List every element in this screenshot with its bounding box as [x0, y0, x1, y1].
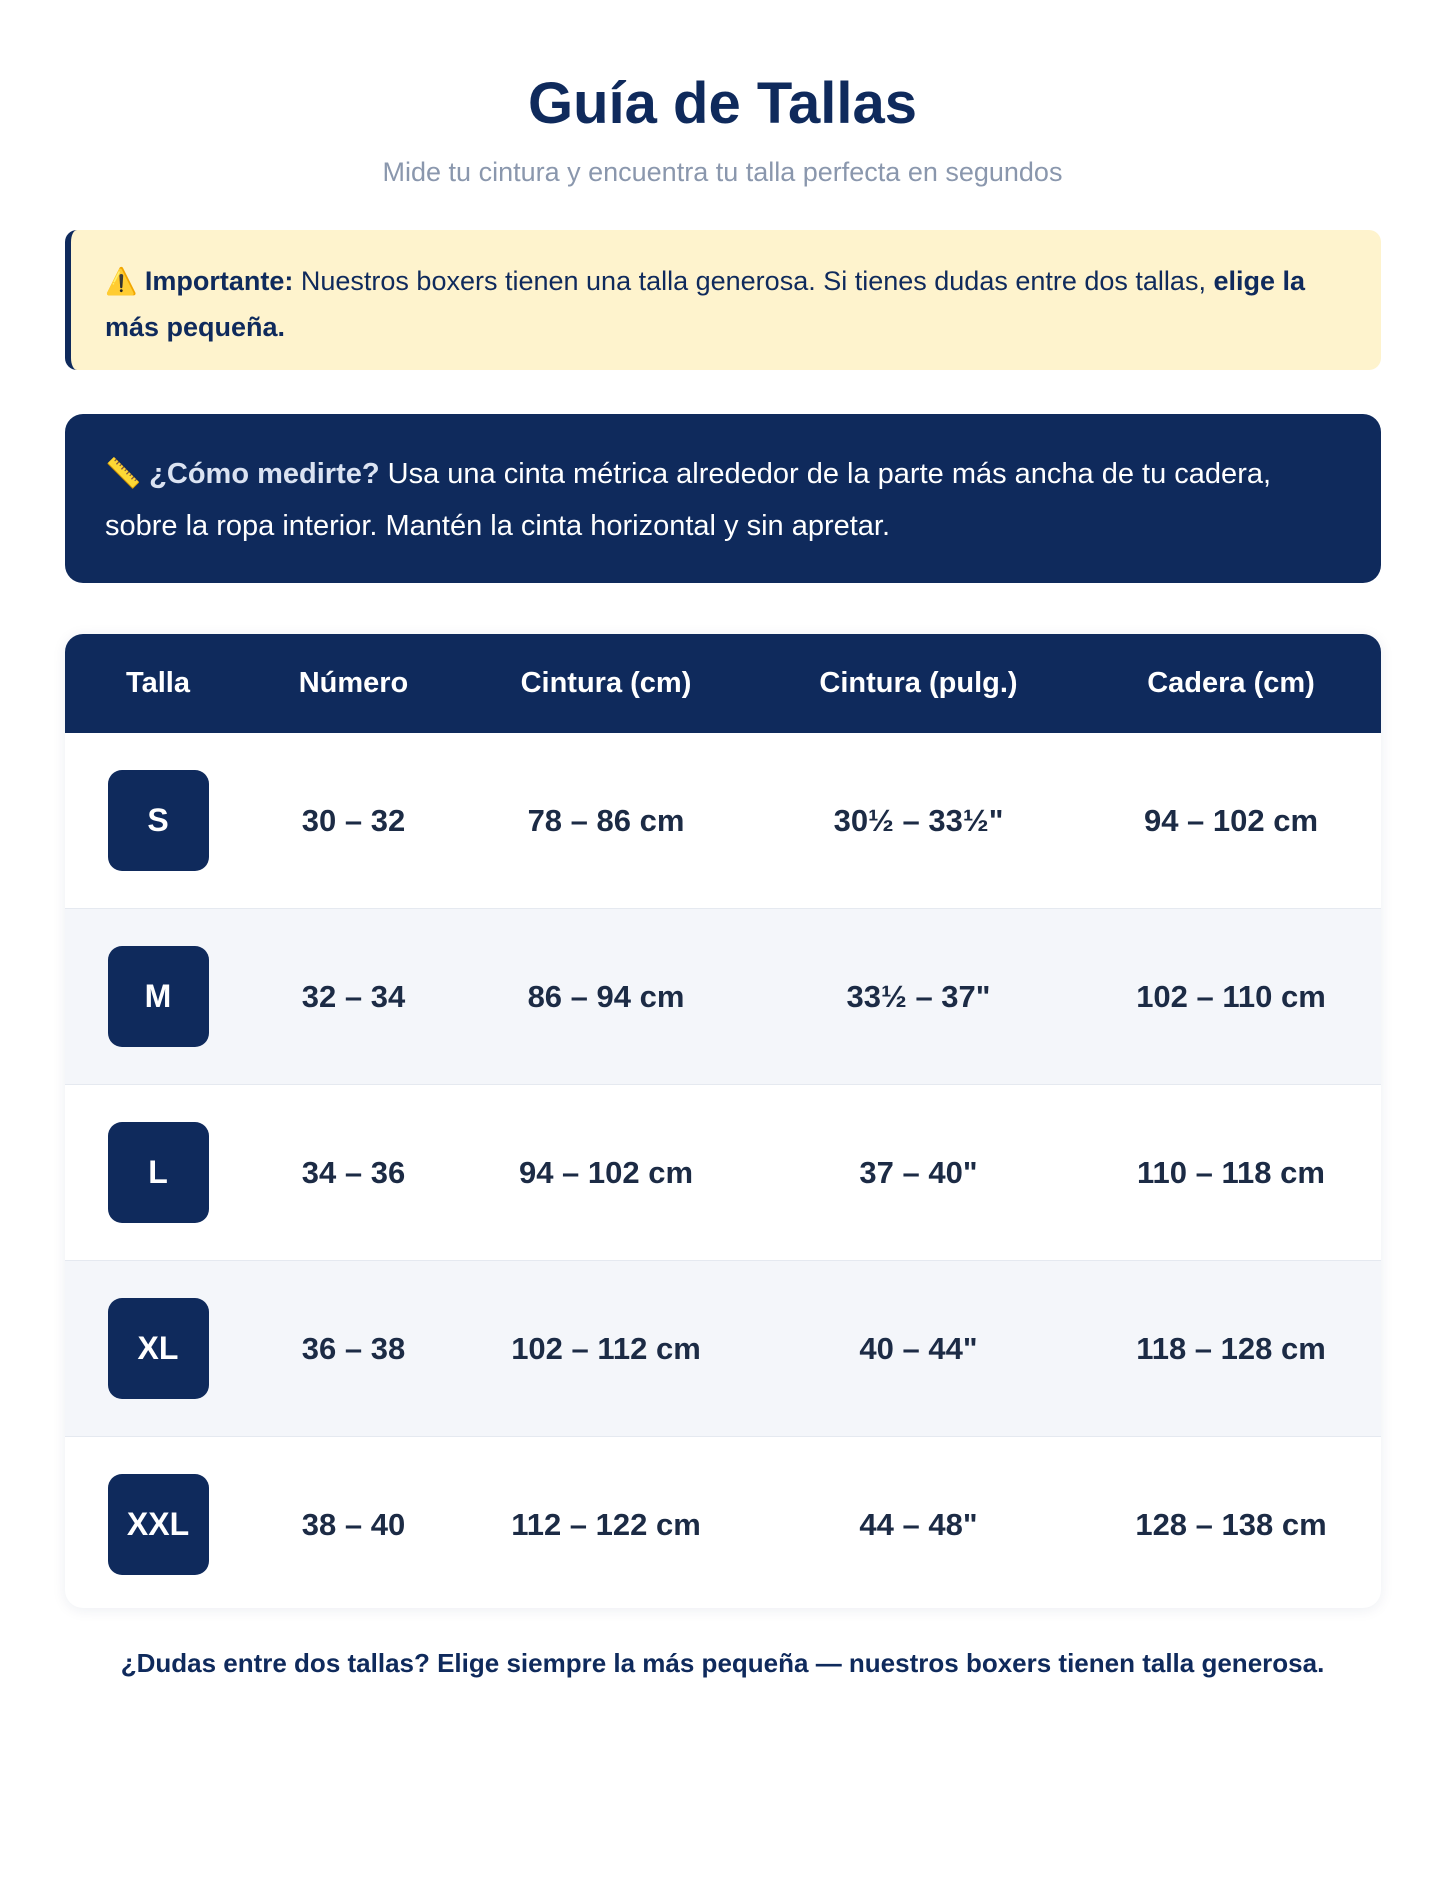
cell-hip-cm: 102 – 110 cm [1136, 978, 1326, 1014]
header-cadera-cm: Cadera (cm) [1147, 667, 1315, 699]
cell-waist-in: 37 – 40" [859, 1154, 978, 1190]
cell-waist-in: 40 – 44" [859, 1330, 978, 1366]
cell-waist-cm: 94 – 102 cm [518, 1154, 694, 1190]
warning-icon: ⚠️ [105, 266, 138, 296]
size-badge: L [108, 1122, 209, 1223]
header-cintura-pulg: Cintura (pulg.) [819, 667, 1018, 699]
size-badge: XL [108, 1298, 209, 1399]
size-badge: XXL [108, 1474, 209, 1575]
notice-emphasis: elige la más pequeña. [105, 266, 1305, 342]
table-row [65, 733, 1381, 908]
cell-waist-in: 44 – 48" [859, 1506, 978, 1542]
header-talla: Talla [126, 667, 190, 699]
cell-hip-cm: 118 – 128 cm [1136, 1330, 1326, 1366]
cell-number: 38 – 40 [301, 1506, 406, 1542]
header-cintura-cm: Cintura (cm) [520, 667, 692, 699]
size-badge: M [108, 946, 209, 1047]
table-header [65, 634, 1381, 733]
important-notice [65, 230, 1381, 370]
cell-number: 36 – 38 [301, 1330, 406, 1366]
cell-hip-cm: 94 – 102 cm [1143, 802, 1319, 838]
ruler-icon: 📏 [105, 458, 142, 490]
cell-waist-cm: 86 – 94 cm [527, 978, 685, 1014]
table-row [65, 1436, 1381, 1608]
table-body [65, 733, 1381, 1608]
cell-waist-cm: 102 – 112 cm [511, 1330, 701, 1366]
cell-number: 34 – 36 [301, 1154, 406, 1190]
header-numero: Número [298, 667, 409, 699]
cell-waist-in: 30½ – 33½" [833, 802, 1004, 838]
cell-waist-cm: 78 – 86 cm [527, 802, 685, 838]
size-table [65, 634, 1381, 1608]
notice-text: Nuestros boxers tienen una talla generosa. Si tienes dudas entre dos tallas, [293, 266, 1214, 296]
measure-text: Usa una cinta métrica alrededor de la parte más ancha de tu cadera, sobre la ropa interior. Mantén la cinta horizontal y sin apretar. [105, 458, 1272, 542]
cell-waist-in: 33½ – 37" [846, 978, 991, 1014]
table-row [65, 1260, 1381, 1436]
cell-waist-cm: 112 – 122 cm [511, 1506, 701, 1542]
footer-note: ¿Dudas entre dos tallas? Elige siempre la más pequeña — nuestros boxers tienen talla generosa. [120, 1648, 1325, 1678]
table-row [65, 908, 1381, 1084]
table-row [65, 1084, 1381, 1260]
notice-label: Importante: [144, 266, 294, 296]
cell-number: 30 – 32 [301, 802, 406, 838]
page-title: Guía de Tallas [528, 71, 917, 136]
cell-hip-cm: 110 – 118 cm [1137, 1154, 1325, 1190]
cell-hip-cm: 128 – 138 cm [1135, 1506, 1327, 1542]
measure-lead: ¿Cómo medirte? [149, 458, 380, 490]
how-to-measure-box [65, 414, 1381, 583]
size-badge: S [108, 770, 209, 871]
page-subtitle: Mide tu cintura y encuentra tu talla perfecta en segundos [382, 156, 1063, 187]
header [0, 0, 1445, 188]
cell-number: 32 – 34 [301, 978, 406, 1014]
